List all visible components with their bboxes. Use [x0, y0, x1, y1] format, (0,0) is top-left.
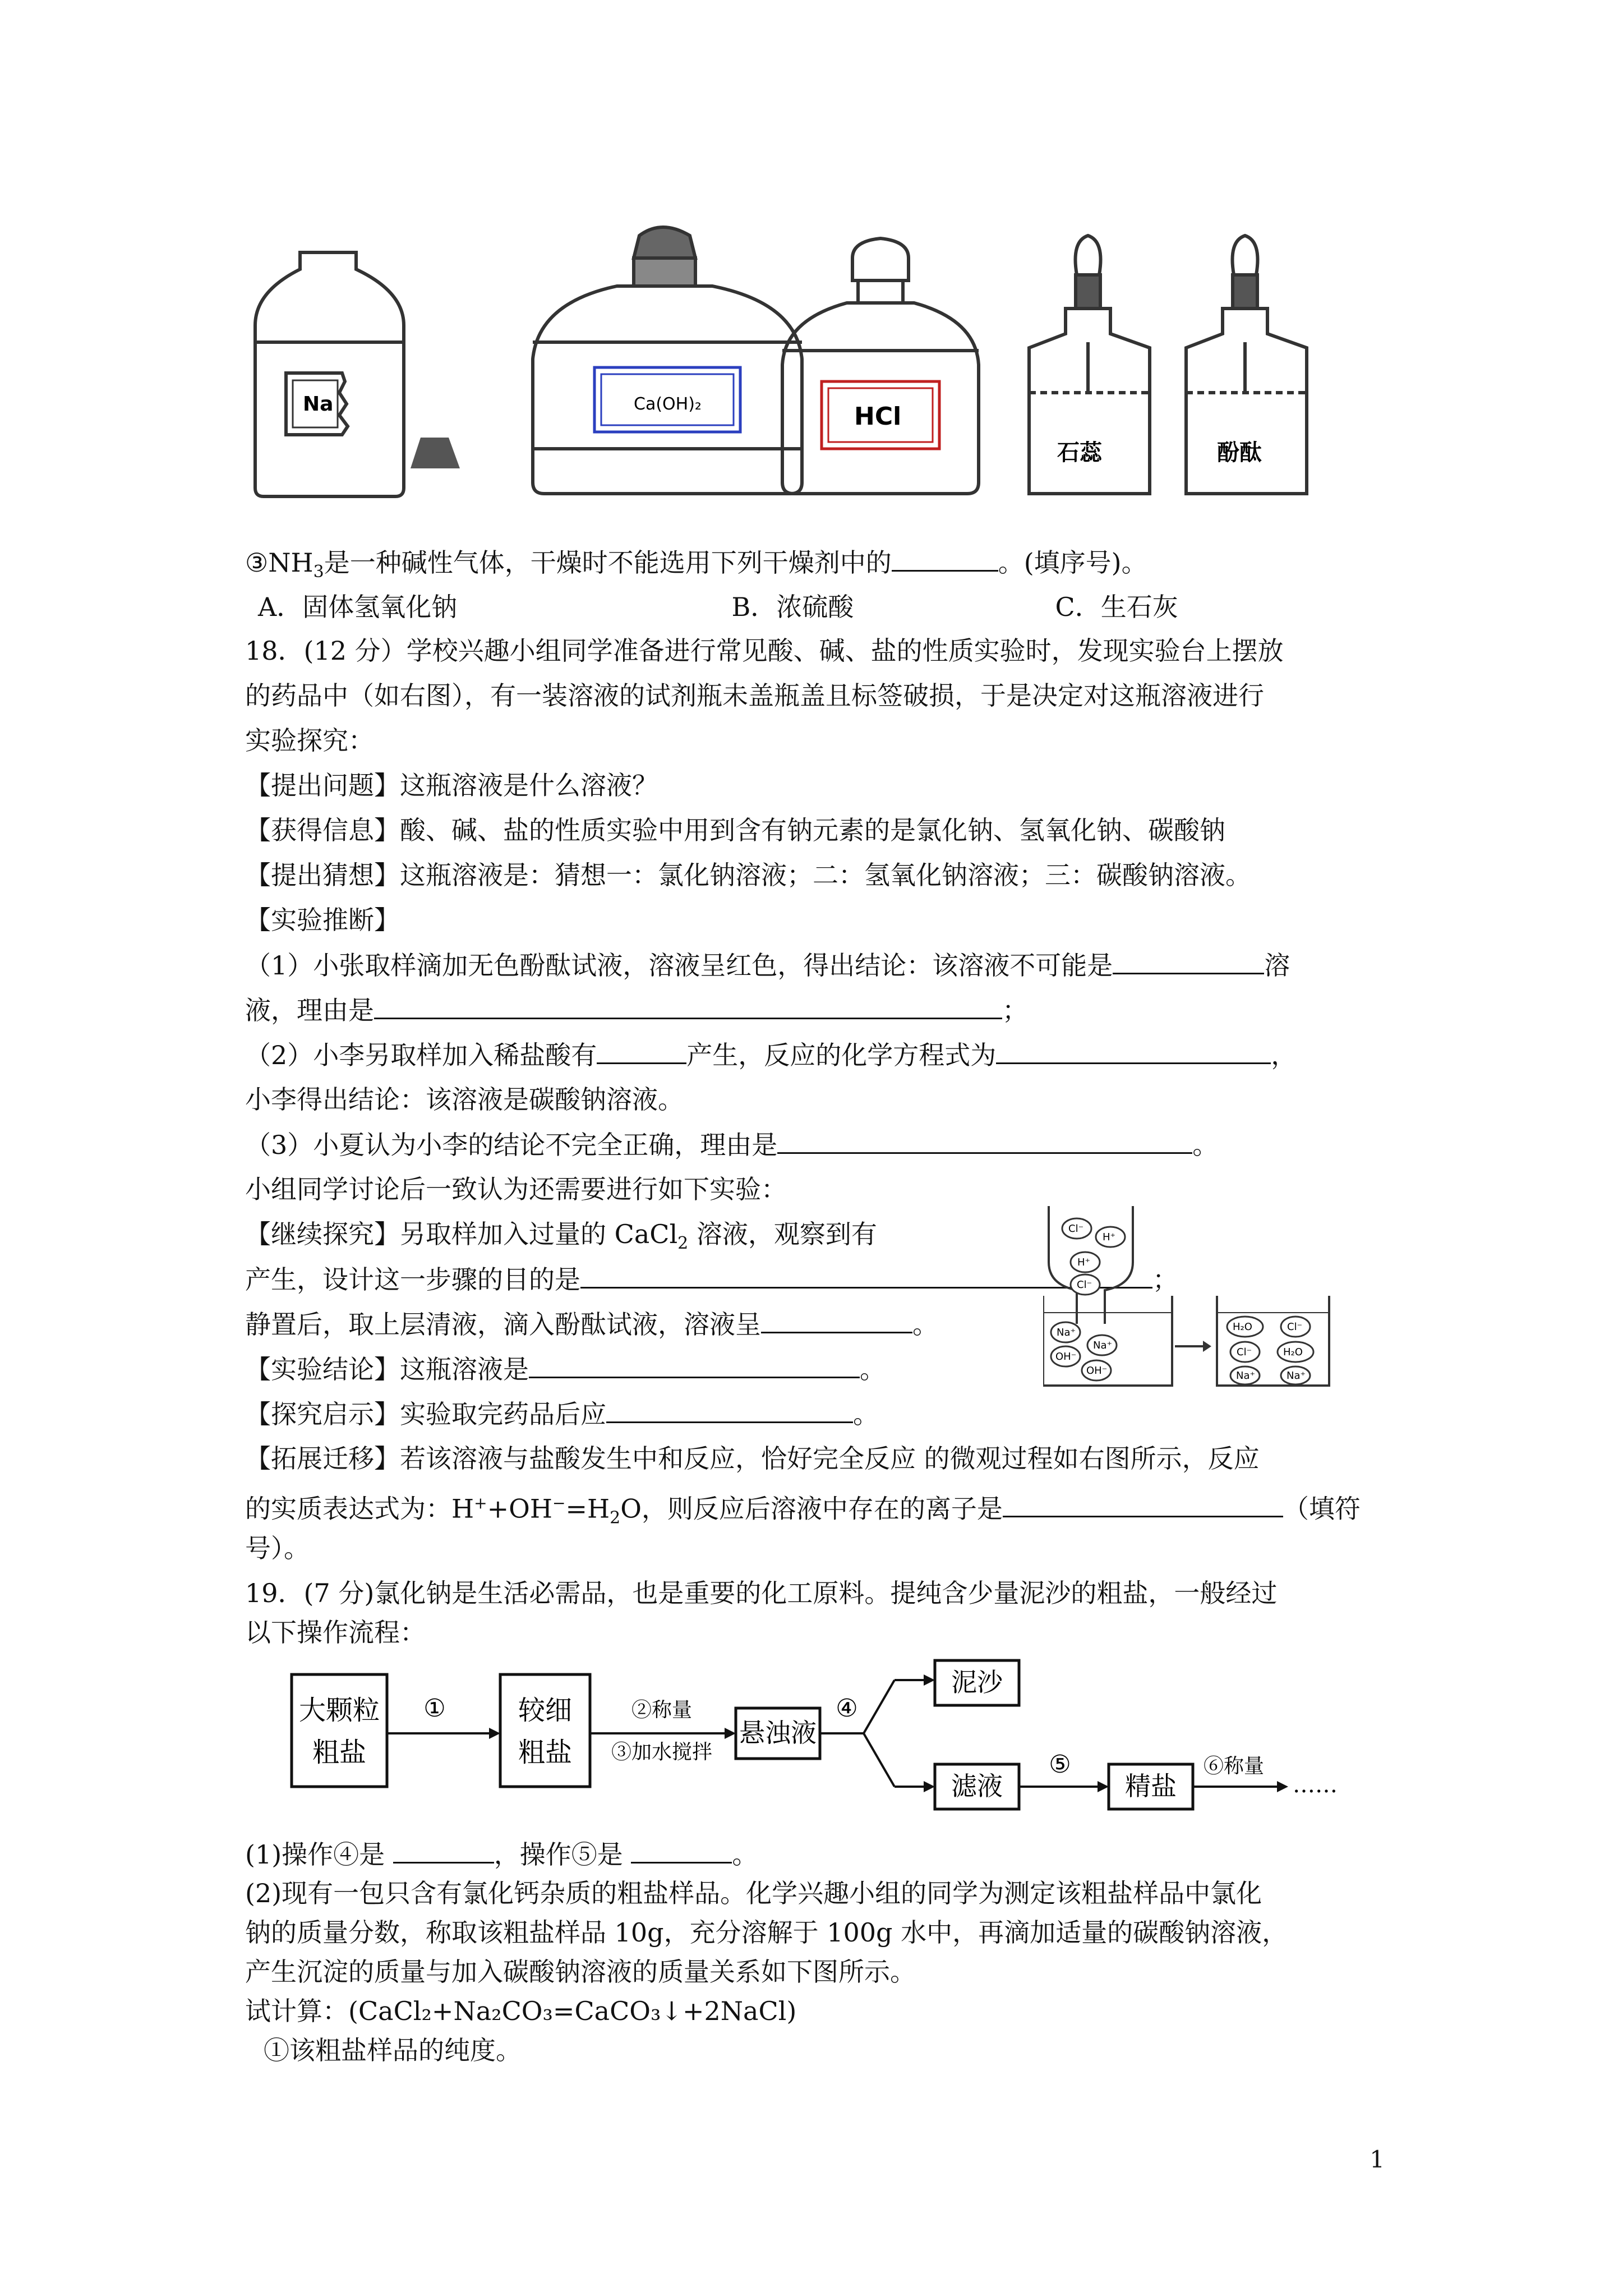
step6-label: ⑥称量 — [1203, 1755, 1265, 1778]
svg-text:Na⁺: Na⁺ — [1057, 1327, 1076, 1338]
svg-text:Cl⁻: Cl⁻ — [1237, 1346, 1252, 1358]
answer-blank[interactable] — [374, 993, 1002, 1019]
q19-part2-3: 产生沉淀的质量与加入碳酸钠溶液的质量关系如下图所示。 — [245, 1957, 916, 1987]
q18-part2: （2）小李另取样加入稀盐酸有 产生，反应的化学方程式为 ， — [245, 1038, 1297, 1072]
q17-item3: $③NH_3$是一种碱性气体，干燥时不能选用下列干燥剂中的 。(填序号)。 — [245, 545, 1147, 589]
box4-label: 泥沙 — [951, 1667, 1003, 1697]
q19-calc-1: ①该粗盐样品的纯度。 — [264, 2035, 522, 2065]
q19-calc: 试计算：(CaCl₂+Na₂CO₃=CaCO₃↓+2NaCl) — [245, 1996, 797, 2026]
product-ions — [1227, 1317, 1313, 1384]
q18-extension-1: 【拓展迁移】若该溶液与盐酸发生中和反应，恰好完全反应 的微观过程如右图所示，反应 — [245, 1443, 1260, 1474]
box2-line1: 较细 — [518, 1695, 573, 1726]
sodium-label — [286, 373, 348, 435]
q19-part1: (1)操作④是 ，操作⑤是 。 — [245, 1837, 758, 1871]
box5-label: 滤液 — [951, 1771, 1003, 1801]
svg-text:H⁺: H⁺ — [1077, 1257, 1091, 1268]
svg-text:Cl⁻: Cl⁻ — [1077, 1279, 1092, 1291]
stopper — [411, 438, 460, 468]
step3-label: ③加水搅拌 — [611, 1741, 713, 1764]
nh3-text: ③NH — [245, 547, 313, 578]
reagent-bottles-figure — [247, 213, 1312, 527]
svg-text:OH⁻: OH⁻ — [1055, 1351, 1077, 1363]
q18-conclusion: 【实验结论】这瓶溶液是 。 — [245, 1352, 886, 1386]
answer-blank[interactable] — [777, 1128, 1192, 1154]
neutralization-diagram — [1043, 1200, 1335, 1391]
q18-inspiration: 【探究启示】实验取完药品后应 。 — [245, 1397, 879, 1431]
answer-blank[interactable] — [631, 1837, 732, 1864]
svg-text:H⁺: H⁺ — [1103, 1231, 1116, 1243]
continuation-dots: …… — [1293, 1772, 1338, 1798]
answer-blank[interactable] — [393, 1837, 494, 1864]
q18-discussion: 小组同学讨论后一致认为还需要进行如下实验： — [245, 1174, 787, 1204]
answer-blank[interactable] — [606, 1397, 853, 1423]
svg-text:H₂O: H₂O — [1233, 1321, 1252, 1333]
answer-blank[interactable] — [761, 1307, 912, 1333]
q18-extension-2: 的实质表达式为：$H^++OH^-=H_2O$，则反应后溶液中存在的离子是 （填符 — [245, 1487, 1361, 1535]
q19-intro-1: 19．(7 分)氯化钠是生活必需品，也是重要的化工原料。提纯含少量泥沙的粗盐，一般经过 — [245, 1578, 1278, 1608]
purification-flowchart — [280, 1658, 1374, 1820]
q18-hypothesis: 【提出猜想】这瓶溶液是：猜想一：氯化钠溶液；二：氢氧化钠溶液；三：碳酸钠溶液。 — [245, 860, 1251, 890]
answer-blank[interactable] — [996, 1038, 1271, 1064]
q18-continue-color: 静置后，取上层清液，滴入酚酞试液，溶液呈 。 — [245, 1307, 938, 1341]
step4-label: ④ — [836, 1694, 858, 1723]
q18-inference-heading: 【实验推断】 — [245, 905, 400, 935]
svg-text:OH⁻: OH⁻ — [1086, 1365, 1108, 1377]
caoh2-bottle — [533, 227, 802, 494]
answer-blank[interactable] — [892, 545, 998, 572]
q19-intro-2: 以下操作流程： — [245, 1617, 426, 1648]
box3-label: 悬浊液 — [739, 1718, 817, 1748]
answer-blank[interactable] — [529, 1352, 860, 1378]
q18-question: 【提出问题】这瓶溶液是什么溶液？ — [245, 770, 658, 800]
q18-part1-reason: 液，理由是 ； — [245, 993, 1028, 1027]
box1-line1: 大颗粒 — [298, 1695, 380, 1726]
box1-line2: 粗盐 — [312, 1737, 367, 1768]
hcl-text: HCl — [854, 402, 902, 431]
svg-text:Cl⁻: Cl⁻ — [1068, 1223, 1084, 1235]
phenolphthalein-text: 酚酞 — [1217, 439, 1262, 466]
box6-label: 精盐 — [1125, 1771, 1177, 1801]
q19-part2-2: 钠的质量分数，称取该粗盐样品 10g，充分溶解于 100g 水中，再滴加适量的碳酸钠溶液， — [245, 1917, 1288, 1948]
caoh2-text: Ca(OH)₂ — [634, 394, 702, 414]
svg-text:Na⁺: Na⁺ — [1287, 1370, 1306, 1382]
q18-intro-2: 的药品中（如右图），有一装溶液的试剂瓶未盖瓶盖且标签破损，于是决定对这瓶溶液进行 — [245, 680, 1264, 711]
q17-options — [258, 590, 1178, 624]
option-c: C．生石灰 — [1055, 592, 1178, 622]
box2-line2: 粗盐 — [518, 1737, 573, 1768]
option-a: A．固体氢氧化钠 — [258, 592, 458, 622]
q18-continue: 【继续探究】另取样加入过量的 CaCl$_2$ 溶液，观察到有 — [245, 1219, 877, 1254]
acid-ions — [1062, 1218, 1125, 1295]
step1-label: ① — [423, 1694, 446, 1723]
base-ions — [1051, 1322, 1117, 1381]
q18-part3: （3）小夏认为小李的结论不完全正确，理由是 。 — [245, 1128, 1218, 1162]
answer-blank[interactable] — [1003, 1491, 1283, 1517]
q18-extension-3: 号）。 — [245, 1533, 310, 1563]
answer-blank[interactable] — [597, 1038, 686, 1064]
svg-text:Na⁺: Na⁺ — [1236, 1370, 1255, 1382]
q18-intro-1: 18．(12 分）学校兴趣小组同学准备进行常见酸、碱、盐的性质实验时，发现实验台上摆放 — [245, 636, 1284, 666]
q18-info: 【获得信息】酸、碱、盐的性质实验中用到含有钠元素的是氯化钠、氢氧化钠、碳酸钠 — [245, 815, 1225, 845]
step2-label: ②称量 — [631, 1699, 693, 1722]
q18-intro-3: 实验探究： — [245, 725, 374, 756]
page-number: 1 — [1370, 2146, 1385, 2173]
hcl-bottle — [782, 238, 979, 494]
na-text: Na — [303, 393, 334, 416]
q18-part1: （1）小张取样滴加无色酚酞试液，溶液呈红色，得出结论：该溶液不可能是 溶 — [245, 948, 1290, 982]
answer-blank[interactable] — [1113, 948, 1264, 974]
q18-part2-conclusion: 小李得出结论：该溶液是碳酸钠溶液。 — [245, 1084, 684, 1115]
svg-text:Na⁺: Na⁺ — [1093, 1340, 1112, 1351]
q18-continue-purpose: 产生，设计这一步骤的目的是 ； — [245, 1262, 1178, 1296]
option-b: B．浓硫酸 — [731, 592, 854, 622]
litmus-text: 石蕊 — [1057, 439, 1102, 466]
svg-text:H₂O: H₂O — [1283, 1346, 1303, 1358]
step5-label: ⑤ — [1049, 1750, 1071, 1779]
svg-text:Cl⁻: Cl⁻ — [1287, 1321, 1303, 1333]
q19-part2-1: (2)现有一包只含有氯化钙杂质的粗盐样品。化学兴趣小组的同学为测定该粗盐样品中氯化 — [245, 1878, 1262, 1908]
